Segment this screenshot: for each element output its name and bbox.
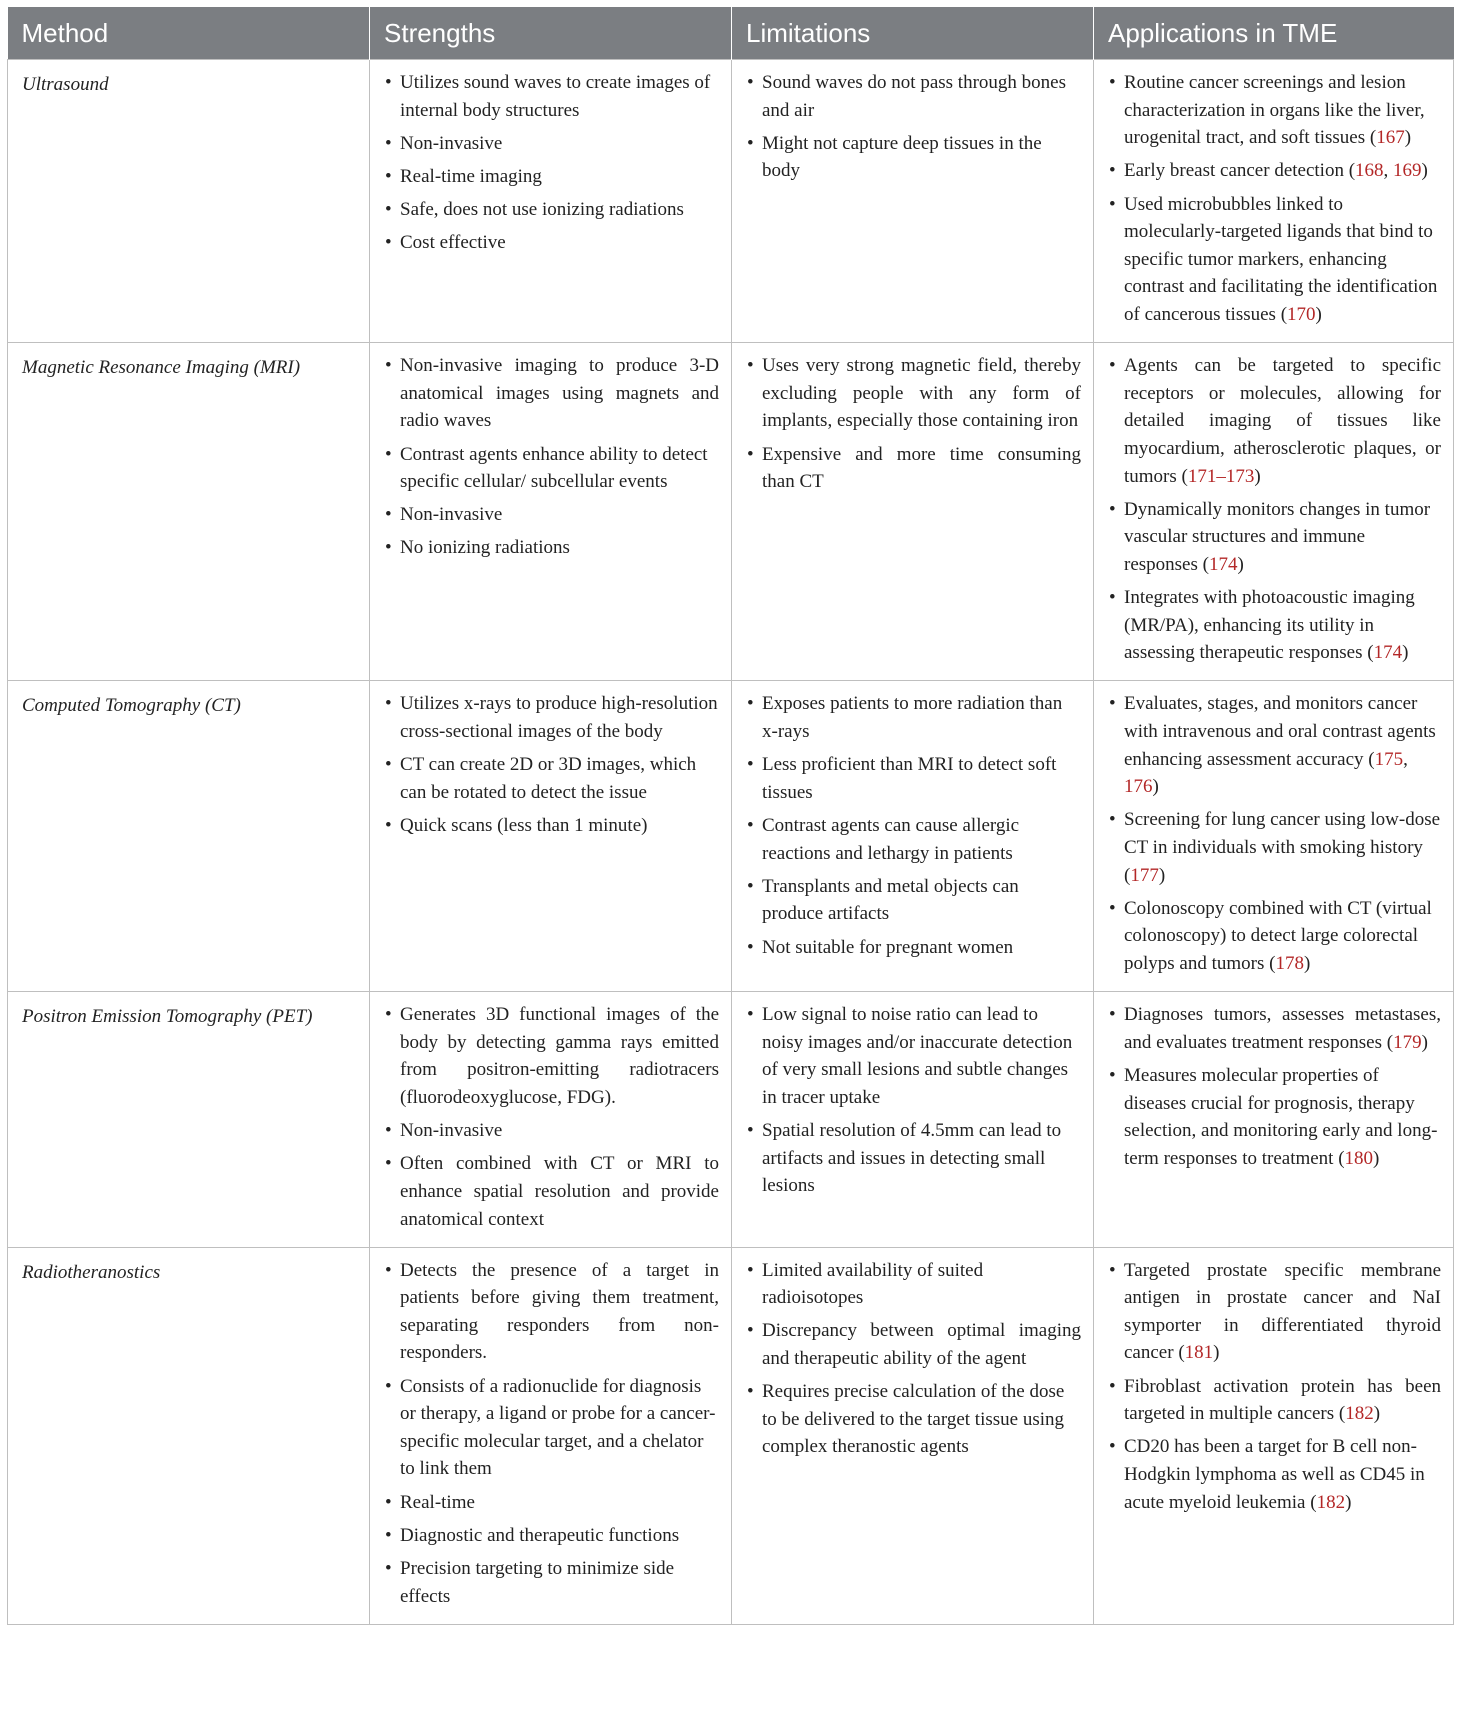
strength-item: • Utilizes x-rays to produce high-resolution cross-sectional images of the body [384, 690, 719, 745]
citation-link[interactable]: 174 [1208, 553, 1238, 575]
comparison-table-container [7, 7, 1453, 1625]
method-cell: Computed Tomography (CT) [8, 681, 370, 992]
strength-item: • Non-invasive [384, 130, 719, 158]
limitation-item: • Spatial resolution of 4.5mm can lead to artifacts and issues in detecting small lesions [746, 1117, 1081, 1200]
limitation-item: • Uses very strong magnetic field, thereby excluding people with any form of implants, especially those containing iron [746, 352, 1081, 435]
table-row [8, 992, 1454, 1248]
strength-item: • Detects the presence of a target in patients before giving them treatment, separating responders from non-responders. [384, 1257, 719, 1367]
strength-item: • Non-invasive [384, 1117, 719, 1145]
application-item: • Routine cancer screenings and lesion characterization in organs like the liver, urogenital tract, and soft tissues (167) [1108, 69, 1441, 152]
citation-link[interactable]: 182 [1345, 1403, 1374, 1425]
citation-link[interactable]: 170 [1287, 303, 1316, 325]
application-item: • Dynamically monitors changes in tumor vascular structures and immune responses (174) [1108, 496, 1441, 579]
strengths-cell [370, 1247, 732, 1624]
strengths-cell-list [384, 1001, 719, 1233]
limitation-item: • Not suitable for pregnant women [746, 934, 1081, 962]
imaging-methods-table [7, 7, 1454, 1625]
limitations-cell [732, 343, 1094, 681]
application-item: • Early breast cancer detection (168, 169) [1108, 157, 1441, 185]
strengths-cell-list [384, 69, 719, 257]
header-method: Method [8, 7, 370, 60]
citation-link[interactable]: 171–173 [1187, 465, 1255, 487]
strength-item: • Non-invasive imaging to produce 3-D anatomical images using magnets and radio waves [384, 352, 719, 435]
limitations-cell [732, 992, 1094, 1248]
limitations-cell-list [746, 352, 1081, 496]
method-cell: Positron Emission Tomography (PET) [8, 992, 370, 1248]
limitation-item: • Expensive and more time consuming than CT [746, 441, 1081, 496]
table-body [8, 60, 1454, 1625]
application-text: Screening for lung cancer using low-dose CT in individuals with smoking history [1124, 809, 1441, 858]
limitation-item: • Less proficient than MRI to detect soft tissues [746, 751, 1081, 806]
table-row [8, 1247, 1454, 1624]
strengths-cell-list [384, 1257, 719, 1611]
application-text: Targeted prostate specific membrane antigen in prostate cancer and NaI symporter in differentiated thyroid cancer [1124, 1259, 1441, 1364]
application-text: Measures molecular properties of diseases crucial for prognosis, therapy selection, and monitoring early and long-term responses to treatment [1124, 1064, 1438, 1169]
application-text: Fibroblast activation protein has been targeted in multiple cancers [1124, 1375, 1441, 1425]
application-text: Early breast cancer detection [1124, 160, 1349, 182]
strengths-cell-list [384, 352, 719, 562]
application-item: • Measures molecular properties of diseases crucial for prognosis, therapy selection, and monitoring early and long-term responses to treatment (180) [1108, 1062, 1441, 1172]
application-item: • Used microbubbles linked to molecularly-targeted ligands that bind to specific tumor markers, enhancing contrast and facilitating the identification of cancerous tissues (170) [1108, 191, 1441, 329]
limitation-item: • Requires precise calculation of the dose to be delivered to the target tissue using complex theranostic agents [746, 1378, 1081, 1461]
citation-link[interactable]: 182 [1316, 1491, 1346, 1513]
strength-item: • Diagnostic and therapeutic functions [384, 1522, 719, 1550]
method-cell: Magnetic Resonance Imaging (MRI) [8, 343, 370, 681]
application-item: • Agents can be targeted to specific receptors or molecules, allowing for detailed imaging of tissues like myocardium, atherosclerotic plaques, or tumors (171–173) [1108, 352, 1441, 490]
applications-cell [1094, 1247, 1454, 1624]
method-cell: Radiotheranostics [8, 1247, 370, 1624]
applications-cell-list [1108, 352, 1441, 667]
strength-item: • No ionizing radiations [384, 534, 719, 562]
strength-item: • Quick scans (less than 1 minute) [384, 812, 719, 840]
application-text: Colonoscopy combined with CT (virtual colonoscopy) to detect large colorectal polyps and tumors [1124, 897, 1432, 974]
application-text: Used microbubbles linked to molecularly-targeted ligands that bind to specific tumor markers, enhancing contrast and facilitating the identification of cancerous tissues [1124, 193, 1438, 325]
limitations-cell [732, 60, 1094, 343]
citation-link[interactable]: 167 [1376, 127, 1405, 149]
application-text: Agents can be targeted to specific receptors or molecules, allowing for detailed imaging of tissues like myocardium, atherosclerotic plaques, or tumors [1124, 355, 1441, 487]
application-text: Dynamically monitors changes in tumor vascular structures and immune responses [1124, 498, 1431, 575]
application-item: • Fibroblast activation protein has been targeted in multiple cancers (182) [1108, 1373, 1441, 1428]
limitations-cell [732, 1247, 1094, 1624]
table-row [8, 681, 1454, 992]
header-row [8, 7, 1454, 60]
applications-cell [1094, 992, 1454, 1248]
citation-link[interactable]: 181 [1184, 1342, 1214, 1364]
application-item: • Colonoscopy combined with CT (virtual colonoscopy) to detect large colorectal polyps and tumors (178) [1108, 895, 1441, 978]
strength-item: • Precision targeting to minimize side effects [384, 1555, 719, 1610]
limitation-item: • Transplants and metal objects can produce artifacts [746, 873, 1081, 928]
table-row [8, 60, 1454, 343]
citation-separator: , [1383, 160, 1394, 182]
applications-cell-list [1108, 69, 1441, 329]
limitation-item: • Might not capture deep tissues in the body [746, 130, 1081, 185]
citation-link[interactable]: 174 [1373, 642, 1403, 664]
application-text: Diagnoses tumors, assesses metastases, and evaluates treatment responses [1124, 1004, 1441, 1053]
limitation-item: • Sound waves do not pass through bones and air [746, 69, 1081, 124]
applications-cell-list [1108, 1001, 1441, 1172]
applications-cell [1094, 60, 1454, 343]
table-header [8, 7, 1454, 60]
limitation-item: • Exposes patients to more radiation than x-rays [746, 690, 1081, 745]
citation-link[interactable]: 178 [1275, 952, 1304, 974]
applications-cell [1094, 343, 1454, 681]
strength-item: • CT can create 2D or 3D images, which can be rotated to detect the issue [384, 751, 719, 806]
strengths-cell [370, 60, 732, 343]
application-item: • Diagnoses tumors, assesses metastases, and evaluates treatment responses (179) [1108, 1001, 1441, 1056]
limitations-cell-list [746, 69, 1081, 185]
application-item: • Screening for lung cancer using low-dose CT in individuals with smoking history (177) [1108, 806, 1441, 889]
citation-link[interactable]: 180 [1344, 1147, 1374, 1169]
strength-item: • Often combined with CT or MRI to enhance spatial resolution and provide anatomical context [384, 1150, 719, 1233]
header-applications: Applications in TME [1094, 7, 1454, 60]
header-strengths: Strengths [370, 7, 732, 60]
strength-item: • Safe, does not use ionizing radiations [384, 196, 719, 224]
header-limitations: Limitations [732, 7, 1094, 60]
strength-item: • Real-time imaging [384, 163, 719, 191]
limitations-cell-list [746, 1257, 1081, 1461]
application-text: Evaluates, stages, and monitors cancer with intravenous and oral contrast agents enhancing assessment accuracy [1124, 693, 1436, 770]
application-item: • Targeted prostate specific membrane antigen in prostate cancer and NaI symporter in differentiated thyroid cancer (181) [1108, 1257, 1441, 1367]
application-item: • Integrates with photoacoustic imaging (MR/PA), enhancing its utility in assessing therapeutic responses (174) [1108, 584, 1441, 667]
application-text: CD20 has been a target for B cell non-Hodgkin lymphoma as well as CD45 in acute myeloid leukemia [1124, 1436, 1425, 1513]
strengths-cell [370, 343, 732, 681]
strengths-cell [370, 992, 732, 1248]
strength-item: • Utilizes sound waves to create images of internal body structures [384, 69, 719, 124]
limitations-cell-list [746, 690, 1081, 961]
strength-item: • Non-invasive [384, 501, 719, 529]
strength-item: • Contrast agents enhance ability to detect specific cellular/ subcellular events [384, 441, 719, 496]
citation-link[interactable]: 175 [1374, 748, 1404, 770]
applications-cell-list [1108, 690, 1441, 977]
limitation-item: • Low signal to noise ratio can lead to noisy images and/or inaccurate detection of very small lesions and subtle changes in tracer uptake [746, 1001, 1081, 1111]
table-row [8, 343, 1454, 681]
strength-item: • Consists of a radionuclide for diagnosis or therapy, a ligand or probe for a cancer-specific molecular target, and a chelator to link them [384, 1373, 719, 1483]
limitations-cell-list [746, 1001, 1081, 1200]
citation-link[interactable]: 176 [1124, 776, 1153, 798]
citation-link[interactable]: 179 [1393, 1031, 1422, 1053]
strengths-cell-list [384, 690, 719, 839]
limitation-item: • Contrast agents can cause allergic reactions and lethargy in patients [746, 812, 1081, 867]
citation-link[interactable]: 177 [1130, 864, 1159, 886]
strength-item: • Generates 3D functional images of the body by detecting gamma rays emitted from positron-emitting radiotracers (fluorodeoxyglucose, FDG). [384, 1001, 719, 1111]
application-text: Integrates with photoacoustic imaging (MR/PA), enhancing its utility in assessing therapeutic responses [1124, 587, 1415, 664]
limitation-item: • Discrepancy between optimal imaging and therapeutic ability of the agent [746, 1317, 1081, 1372]
limitation-item: • Limited availability of suited radioisotopes [746, 1257, 1081, 1312]
applications-cell-list [1108, 1257, 1441, 1517]
method-cell: Ultrasound [8, 60, 370, 343]
citation-link[interactable]: 169 [1393, 160, 1422, 182]
citation-link[interactable]: 168 [1355, 160, 1384, 182]
strength-item: • Real-time [384, 1489, 719, 1517]
limitations-cell [732, 681, 1094, 992]
strengths-cell [370, 681, 732, 992]
applications-cell [1094, 681, 1454, 992]
strength-item: • Cost effective [384, 229, 719, 257]
application-text: Routine cancer screenings and lesion characterization in organs like the liver, urogenital tract, and soft tissues [1124, 72, 1425, 149]
application-item: • Evaluates, stages, and monitors cancer with intravenous and oral contrast agents enhancing assessment accuracy (175, 176) [1108, 690, 1441, 800]
citation-separator: , [1403, 748, 1408, 770]
application-item: • CD20 has been a target for B cell non-Hodgkin lymphoma as well as CD45 in acute myeloid leukemia (182) [1108, 1433, 1441, 1516]
